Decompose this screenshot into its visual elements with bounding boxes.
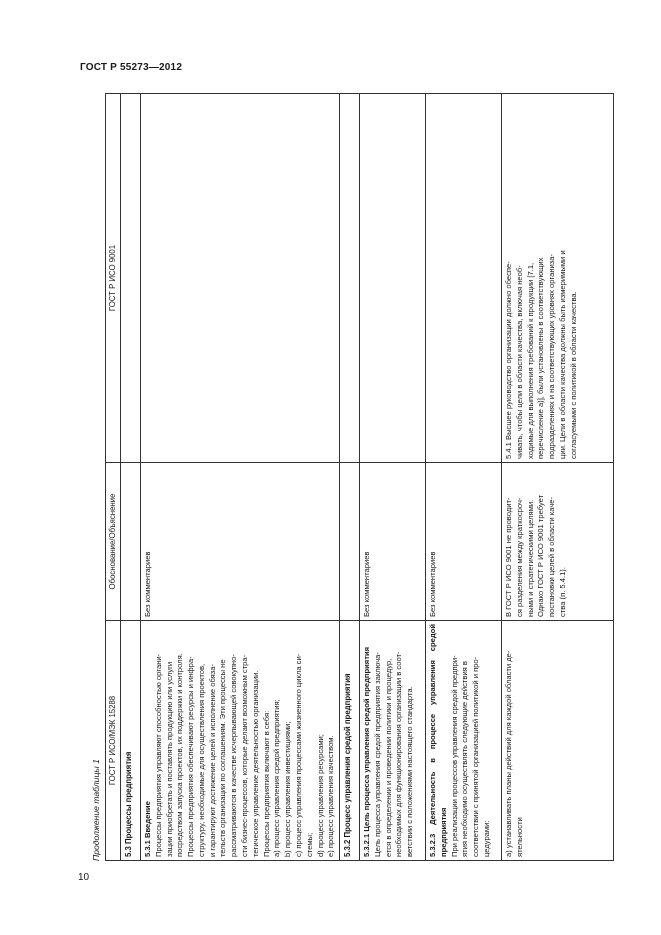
table-row: [340, 94, 360, 861]
iso9001-cell: [502, 94, 614, 463]
iso9001-cell: [360, 94, 426, 463]
text-line: подразделениях и на соответствующих уровнях организа-: [547, 254, 557, 459]
rationale-cell: [502, 463, 614, 621]
text-line: структуру, необходимые для осуществления проектов,: [196, 663, 206, 857]
text-line: и гарантируют достижение целей и исполнение обяза-: [207, 664, 217, 857]
iso15288-cell: [141, 621, 340, 861]
text-line: a) устанавливать планы действий для каждой области де-: [504, 650, 514, 857]
iso9001-cell: [141, 94, 340, 463]
text-line: сти бизнес-процессов, которые делают возможным стра-: [240, 654, 250, 857]
text-line: Процессы предприятия включают в себя:: [261, 710, 271, 857]
list-item: e) процесс управления качеством.: [326, 735, 336, 857]
text-line: ции. Цели в области качества должны быть измеримыми и: [557, 250, 567, 459]
empty-cell: [121, 463, 141, 621]
table-header-row: [106, 94, 121, 861]
subsection-heading: 5.3.2.1 Цель процесса управления средой предприятия: [362, 646, 372, 857]
text-line: цедурами:: [481, 820, 491, 857]
rotated-table-area: [91, 94, 603, 861]
text-line: ными и стратегическими целями.: [525, 499, 535, 617]
text-line: необходимых для функционирования организации в соот-: [394, 651, 404, 857]
empty-cell: [340, 94, 360, 463]
empty-cell: [340, 463, 360, 621]
text-line: При реализации процессов управления средой предпри-: [449, 655, 459, 857]
text-line: Процессы предприятия управляют способностью органи-: [153, 653, 163, 857]
table-row: [360, 94, 426, 861]
document-header: ГОСТ Р 55273—2012: [80, 62, 183, 73]
text-line: ся разделения между краткосроч-: [514, 497, 524, 617]
column-header-iso15288: ГОСТ Р ИСО/МЭК 15288: [106, 621, 121, 861]
table-row: [426, 94, 502, 861]
text-line: зации приобретать и поставлять продукцию или услуги: [164, 661, 174, 857]
text-line: Процессы предприятия обеспечивают ресурсы и инфра-: [186, 656, 196, 857]
rationale-cell: Без комментариев: [141, 463, 340, 621]
empty-cell: [121, 94, 141, 463]
text-line: ства (п. 5.4.1).: [557, 567, 567, 617]
rationale-cell: Без комментариев: [426, 463, 502, 621]
text-line: ятельности: [514, 817, 524, 857]
text-line: тегическое управление деятельностью организации.: [250, 670, 260, 857]
list-item: a) процесс управления средой предприятия;: [272, 699, 282, 857]
list-item: c) процесс управления процессами жизненного цикла си-: [293, 653, 303, 857]
table-row: [502, 94, 614, 861]
iso15288-cell: [502, 621, 614, 861]
text-line: посредством запуска проектов, их поддержки и контроля.: [175, 653, 185, 857]
text-line: В ГОСТ Р ИСО 9001 не проводит-: [504, 497, 514, 617]
table-row: [121, 94, 141, 861]
text-line: перечисление а)], были установлены в соответствующих: [536, 257, 546, 459]
rationale-cell: Без комментариев: [360, 463, 426, 621]
text-line: ветствии с положениями настоящего стандарта.: [405, 686, 415, 857]
list-item: стемы;: [304, 832, 314, 857]
text-line: Цель процесса управления средой предприятия заключа-: [372, 652, 382, 857]
iso9001-cell: [426, 94, 502, 463]
list-item: b) процесс управления инвестициями;: [283, 721, 293, 857]
iso15288-cell: [360, 621, 426, 861]
subsection-heading: 5.3.1 Введение: [143, 801, 152, 857]
text-line: ходимые для выполнения требований к продукции [7.1,: [525, 262, 535, 459]
text-line: рассматриваются в качестве исчерпывающей совокупно-: [229, 654, 239, 857]
text-line: соответствии с принятой организацией политикой и про-: [471, 656, 481, 857]
subsection-heading: 5.3.2.3 Деятельность в процессе управления средой предприятия: [428, 624, 448, 857]
page-number: 10: [78, 872, 90, 883]
text-line: ятия необходимо осуществлять следующие действия в: [460, 661, 470, 857]
list-item: d) процесс управления ресурсами;: [315, 734, 325, 857]
text-line: 5.4.1 Высшее руководство организации должно обеспе-: [504, 261, 514, 459]
column-header-iso9001: ГОСТ Р ИСО 9001: [106, 94, 121, 463]
text-line: чивать, чтобы цели в области качества, включая необ-: [514, 265, 524, 459]
table-continuation-label: Продолжение таблицы 1: [91, 759, 101, 861]
text-line: тельств организации по соглашениям. Эти процессы не: [218, 659, 228, 857]
section-title: 5.3.2 Процесс управления средой предприятия: [340, 621, 360, 861]
text-line: ется в определении и проведении политики и процедур,: [383, 658, 393, 857]
text-line: постановки целей в области каче-: [547, 496, 557, 617]
iso15288-cell: [426, 621, 502, 861]
text-line: Однако ГОСТ Р ИСО 9001 требует: [536, 494, 546, 617]
comparison-table: [105, 93, 614, 861]
table-row: [141, 94, 340, 861]
text-line: согласуемыми с политикой в области качества.: [568, 291, 578, 459]
section-title: 5.3 Процессы предприятия: [121, 621, 141, 861]
column-header-rationale: Обоснование/Объяснение: [106, 463, 121, 621]
